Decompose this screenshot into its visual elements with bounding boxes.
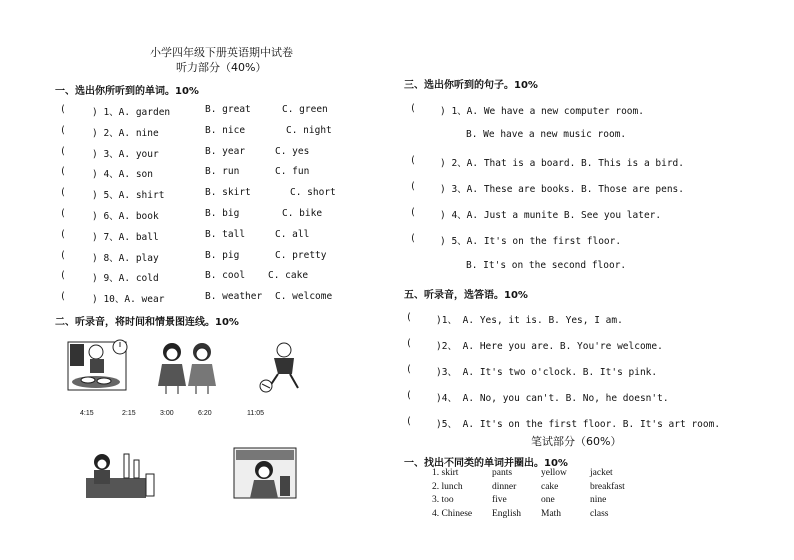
word-cell: 1. skirt (432, 468, 459, 478)
option-c: C. fun (275, 166, 310, 178)
option-c: C. pretty (275, 249, 327, 261)
option-a: ) 8、A. play (92, 252, 159, 264)
written-heading: 一、找出不同类的单词并圈出。10% (404, 458, 568, 469)
answer-paren: ( (60, 228, 66, 240)
section1-heading: 一、选出你所听到的单词。10% (55, 86, 199, 97)
reply-option: )3、 A. It's two o'clock. B. It's pink. (436, 367, 658, 378)
word-cell: class (590, 508, 609, 519)
word-cell: jacket (590, 468, 613, 478)
page-title: 小学四年级下册英语期中试卷 (150, 46, 293, 59)
answer-paren: ( (60, 104, 66, 115)
option-c: C. short (290, 187, 336, 199)
answer-paren: ( (60, 124, 66, 136)
option-a: ) 2、A. nine (92, 127, 159, 139)
option-a: ) 5、A. shirt (92, 190, 165, 202)
option-a: ) 6、A. book (92, 211, 159, 222)
option-c: C. night (286, 124, 332, 136)
section3-heading: 三、选出你听到的句子。10% (404, 80, 538, 91)
sentence-option: ) 3、A. These are books. B. Those are pens. (440, 184, 684, 195)
time-label: 6:20 (198, 410, 212, 417)
word-cell: breakfast (590, 481, 625, 492)
option-b: B. nice (205, 124, 246, 136)
answer-paren: ( (406, 364, 412, 375)
option-c: C. yes (275, 145, 310, 157)
option-a: ) 4、A. son (92, 169, 153, 181)
answer-paren: ( (60, 166, 66, 178)
scene-girl-image (232, 446, 298, 500)
sentence-option: ) 5、A. It's on the first floor. (440, 236, 622, 247)
answer-paren: ( (60, 249, 66, 261)
answer-paren: ( (60, 187, 66, 199)
reply-option: )2、 A. Here you are. B. You're welcome. (436, 341, 663, 352)
word-cell: one (541, 495, 555, 505)
option-b: B. big (205, 208, 240, 219)
option-a: ) 7、A. ball (92, 231, 159, 243)
answer-paren: ( (410, 103, 416, 114)
word-cell: 2. lunch (432, 481, 463, 492)
word-cell: English (492, 508, 522, 519)
page-subtitle: 听力部分（40%） (176, 61, 267, 74)
word-cell: 4. Chinese (432, 508, 473, 519)
option-b: B. year (205, 145, 246, 157)
word-cell: yellow (541, 468, 567, 478)
reply-option: )5、 A. It's on the first floor. B. It's art room. (436, 419, 721, 430)
option-a: ) 1、A. garden (92, 107, 171, 118)
time-label: 4:15 (80, 410, 94, 417)
section2-heading: 二、听录音，将时间和情景图连线。10% (55, 317, 239, 328)
answer-paren: ( (410, 233, 416, 244)
time-label: 2:15 (122, 410, 136, 417)
scene-lab-image (84, 450, 156, 500)
answer-paren: ( (410, 155, 416, 166)
answer-paren: ( (406, 390, 412, 401)
time-label: 11:05 (247, 410, 264, 417)
reply-option: )4、 A. No, you can't. B. No, he doesn't. (436, 393, 669, 404)
option-c: C. welcome (275, 291, 333, 303)
reply-option: )1、 A. Yes, it is. B. Yes, I am. (436, 315, 623, 326)
option-b: B. skirt (205, 187, 251, 199)
option-c: C. cake (268, 270, 309, 282)
written-title: 笔试部分（60%） (531, 435, 622, 448)
option-b: B. run (205, 166, 240, 178)
option-a: ) 3、A. your (92, 148, 159, 160)
option-a: ) 9、A. cold (92, 273, 159, 285)
option-b: B. great (205, 104, 251, 115)
answer-paren: ( (60, 291, 66, 303)
sentence-option: ) 4、A. Just a munite B. See you later. (440, 210, 662, 221)
answer-paren: ( (410, 181, 416, 192)
word-cell: pants (492, 468, 513, 478)
section5-heading: 五、听录音，选答语。10% (404, 290, 528, 301)
option-a: ) 10、A. wear (92, 294, 165, 306)
sentence-option: ) 2、A. That is a board. B. This is a bird. (440, 158, 684, 169)
answer-paren: ( (60, 208, 66, 219)
answer-paren: ( (60, 145, 66, 157)
time-label: 3:00 (160, 410, 174, 417)
scene-clock-image (110, 338, 130, 356)
word-cell: Math (541, 508, 562, 519)
sentence-option: ) 1、A. We have a new computer room. (440, 106, 644, 117)
word-cell: nine (590, 495, 607, 505)
option-c: C. all (275, 228, 310, 240)
word-cell: 3. too (432, 495, 454, 505)
answer-paren: ( (406, 338, 412, 349)
sentence-option: B. It's on the second floor. (466, 260, 627, 271)
answer-paren: ( (60, 270, 66, 282)
scene-football-image (256, 340, 308, 394)
answer-paren: ( (406, 312, 412, 323)
answer-paren: ( (406, 416, 412, 427)
word-cell: five (492, 495, 507, 505)
scene-children-image (152, 338, 224, 396)
sentence-option: B. We have a new music room. (466, 129, 627, 140)
option-b: B. weather (205, 291, 263, 303)
option-b: B. cool (205, 270, 246, 282)
word-cell: dinner (492, 481, 517, 492)
option-b: B. tall (205, 228, 246, 240)
option-c: C. green (282, 104, 328, 115)
option-c: C. bike (282, 208, 323, 219)
answer-paren: ( (410, 207, 416, 218)
option-b: B. pig (205, 249, 240, 261)
word-cell: cake (541, 481, 559, 492)
